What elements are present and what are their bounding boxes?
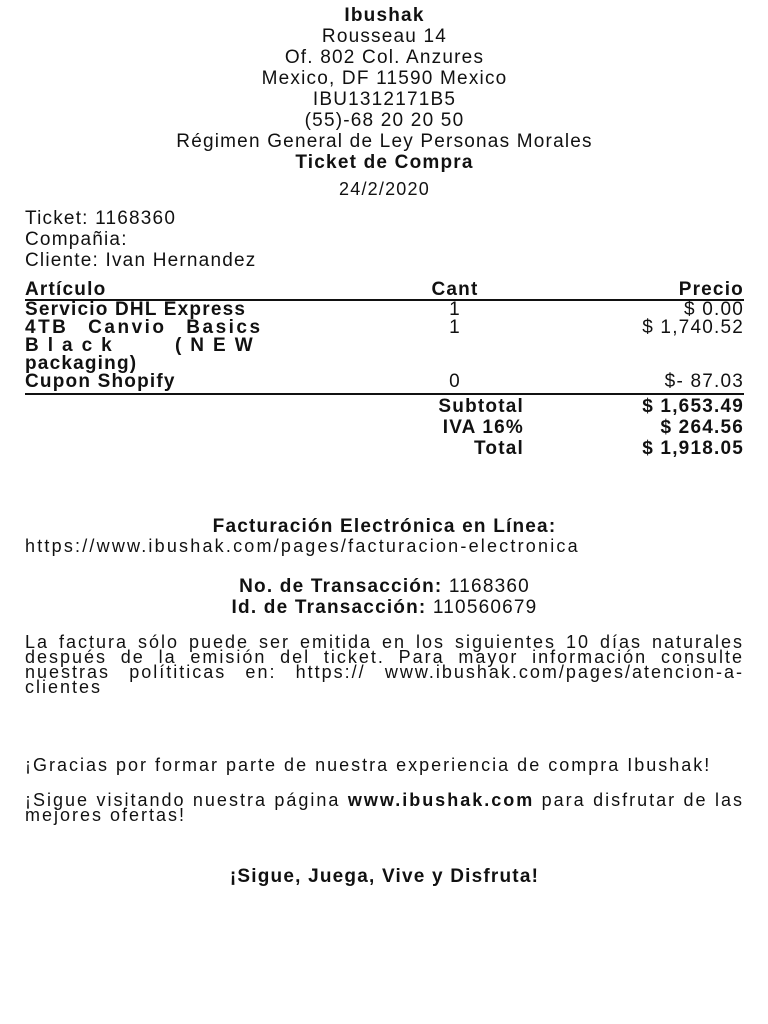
- item-price: $ 0.00: [683, 299, 744, 320]
- transaction-id: [25, 597, 744, 618]
- store-rfc: IBU1312171B5: [312, 89, 457, 110]
- store-regime: Régimen General de Ley Personas Morales: [176, 131, 593, 152]
- ticket-date: 24/2/2020: [339, 179, 430, 199]
- iva-value: $ 264.56: [660, 417, 744, 438]
- thanks-message: ¡Gracias por formar parte de nuestra experiencia de compra Ibushak!: [25, 755, 712, 775]
- item-article-line: 4TB Canvio Basics: [25, 317, 263, 338]
- total-value: $ 1,918.05: [642, 438, 744, 459]
- transaction-id-label: Id. de Transacción:: [231, 597, 427, 618]
- store-name: Ibushak: [344, 5, 425, 26]
- transaction-number-value: 1168360: [442, 576, 530, 597]
- transaction-number: [25, 576, 744, 597]
- billing-url: https://www.ibushak.com/pages/facturacion-electronica: [25, 536, 580, 556]
- header-price: Precio: [530, 278, 744, 300]
- item-article: Cupon Shopify: [25, 373, 380, 394]
- slogan: ¡Sigue, Juega, Vive y Disfruta!: [229, 866, 540, 887]
- header-qty: Cant: [380, 278, 530, 300]
- item-qty: 0: [380, 373, 530, 394]
- item-article: [25, 319, 380, 373]
- item-article-line: Black (NEW: [25, 335, 262, 356]
- item-article: Servicio DHL Express: [25, 299, 247, 320]
- iva-row: [387, 417, 744, 438]
- visit-prefix: ¡Sigue visitando nuestra página: [25, 790, 348, 810]
- receipt: [25, 0, 744, 887]
- ticket-info: [25, 208, 744, 271]
- store-address-line3: Mexico, DF 11590 Mexico: [261, 68, 508, 89]
- billing-heading: Facturación Electrónica en Línea:: [212, 516, 557, 537]
- store-address-line1: Rousseau 14: [321, 26, 448, 47]
- table-row: [25, 319, 744, 373]
- visit-link: www.ibushak.com: [347, 790, 535, 810]
- table-row: [25, 373, 744, 394]
- item-price: $- 87.03: [530, 373, 744, 394]
- store-header: [25, 5, 744, 200]
- store-phone: (55)-68 20 20 50: [304, 110, 465, 131]
- items-table: [25, 278, 744, 395]
- total-label: Total: [474, 438, 524, 459]
- items-header-row: [25, 278, 744, 300]
- item-qty: 1: [449, 317, 461, 338]
- total-row: [387, 438, 744, 459]
- item-qty: 1: [449, 299, 461, 320]
- totals-table: [387, 396, 744, 459]
- ticket-company: Compañia:: [25, 229, 128, 250]
- transaction-block: [25, 576, 744, 618]
- transaction-number-label: No. de Transacción:: [239, 576, 443, 597]
- transaction-id-value: 110560679: [426, 597, 538, 618]
- subtotal-value: $ 1,653.49: [642, 396, 744, 417]
- ticket-client: Cliente: Ivan Hernandez: [25, 250, 257, 271]
- visit-message: [25, 790, 744, 825]
- billing-note: La factura sólo puede ser emitida en los siguientes 10 días naturales después de la emisión del ticket. Para mayor información consulte nuestras polítiticas en: https:// www.ibushak.com/pages/atencion-a-clientes: [25, 632, 744, 697]
- ticket-title: Ticket de Compra: [295, 152, 474, 173]
- header-article: Artículo: [25, 278, 380, 300]
- item-article-line: packaging): [25, 353, 138, 374]
- ticket-number: Ticket: 1168360: [25, 208, 177, 229]
- item-price: $ 1,740.52: [642, 317, 744, 338]
- subtotal-label: Subtotal: [438, 396, 524, 417]
- iva-label: IVA 16%: [442, 417, 524, 438]
- store-address-line2: Of. 802 Col. Anzures: [284, 47, 485, 68]
- subtotal-row: [387, 396, 744, 417]
- visit-suffix: para disfrutar de las mejores ofertas!: [25, 790, 744, 825]
